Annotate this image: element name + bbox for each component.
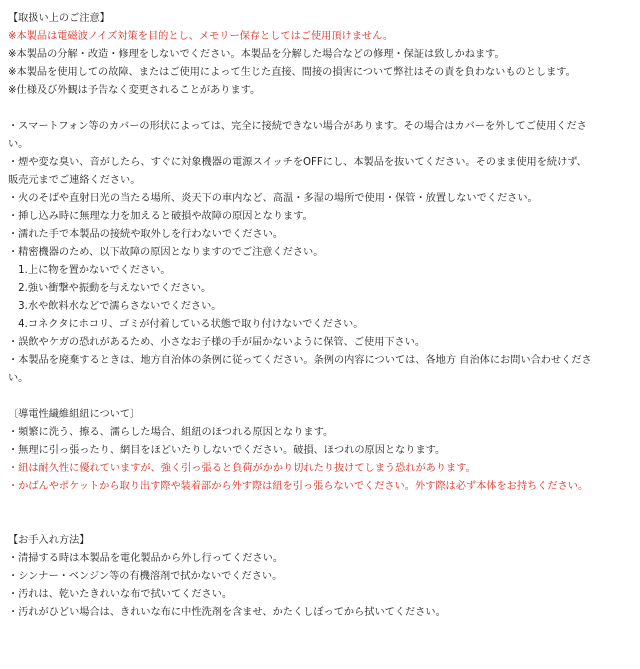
caution-line: 販売元までご連絡ください。	[8, 175, 141, 186]
caution-line: ・精密機器のため、以下故障の原因となりますのでご注意ください。	[8, 247, 324, 258]
caution-subitem: 4.コネクタにホコリ、ゴミが付着している状態で取り付けないでください。	[8, 319, 364, 330]
spacer	[8, 100, 636, 118]
caution-line: ・スマートフォン等のカバーの形状によっては、完全に接続できない場合があります。その場合はカバーを外してご使用くださ	[8, 121, 587, 132]
note-line: ※本製品を使用しての故障、またはご使用によって生じた直接、間接の損害について弊社はその責を負わないものとします。	[8, 67, 576, 78]
fiber-warning-line: ・紐は耐久性に優れていますが、強く引っ張ると負荷がかかり切れたり抜けてしまう恐れがあります。	[8, 463, 476, 474]
care-line: ・汚れがひどい場合は、きれいな布に中性洗剤を含ませ、かたくしぼってから拭いてください。	[8, 607, 446, 618]
handling-section	[8, 10, 636, 100]
caution-line: い。	[8, 373, 29, 384]
caution-line: ・煙や変な臭い、音がしたら、すぐに対象機器の電源スイッチをOFFにし、本製品を抜いてください。そのまま使用を続けず、	[8, 157, 587, 168]
caution-subitem: 2.強い衝撃や振動を与えないでください。	[8, 283, 212, 294]
caution-line: ・本製品を廃棄するときは、地方自治体の条例に従ってください。条例の内容については、各地方 自治体にお問い合わせくださ	[8, 355, 592, 366]
fiber-warning-line: ・かばんやポケットから取り出す際や装着部から外す際は紐を引っ張らないでください。外す際は必ず本体をお持ちください。	[8, 481, 589, 492]
fiber-heading: 〔導電性繊維組紐について〕	[8, 409, 141, 420]
caution-line: ・濡れた手で本製品の接続や取外しを行わないでください。	[8, 229, 284, 240]
care-line: ・シンナー・ベンジン等の有機溶剤で拭かないでください。	[8, 571, 283, 582]
document-page	[8, 10, 636, 622]
care-line: ・汚れは、乾いたきれいな布で拭いてください。	[8, 589, 233, 600]
fiber-line: ・無理に引っ張ったり、網目をほどいたりしないでください。破損、ほつれの原因となります。	[8, 445, 446, 456]
spacer	[8, 496, 636, 514]
caution-subitem: 3.水や飲料水などで濡らさないでください。	[8, 301, 222, 312]
caution-line: い。	[8, 139, 29, 150]
caution-line: ・挿し込み時に無理な力を加えると破損や故障の原因となります。	[8, 211, 313, 222]
care-line: ・清掃する時は本製品を電化製品から外し行ってください。	[8, 553, 284, 564]
care-section	[8, 532, 636, 622]
caution-line: ・誤飲やケガの恐れがあるため、小さなお子様の手が届かないように保管、ご使用下さい。	[8, 337, 426, 348]
warning-line: ※本製品は電磁波ノイズ対策を目的とし、メモリー保存としてはご使用頂けません。	[8, 31, 394, 42]
care-heading: 【お手入れ方法】	[8, 535, 90, 546]
handling-heading: 【取扱い上のご注意】	[8, 13, 110, 24]
spacer	[8, 514, 636, 532]
caution-subitem: 1.上に物を置かないでください。	[8, 265, 171, 276]
cautions-section	[8, 118, 636, 388]
note-line: ※本製品の分解・改造・修理をしないでください。本製品を分解した場合などの修理・保証は致しかねます。	[8, 49, 505, 60]
caution-line: ・火のそばや直射日光の当たる場所、炎天下の車内など、高温・多湿の場所で使用・保管・放置しないでください。	[8, 193, 538, 204]
note-line: ※仕様及び外観は予告なく変更されることがあります。	[8, 85, 261, 96]
spacer	[8, 388, 636, 406]
fiber-line: ・頻繁に洗う、擦る、濡らした場合、組紐のほつれる原因となります。	[8, 427, 334, 438]
fiber-section	[8, 406, 636, 496]
